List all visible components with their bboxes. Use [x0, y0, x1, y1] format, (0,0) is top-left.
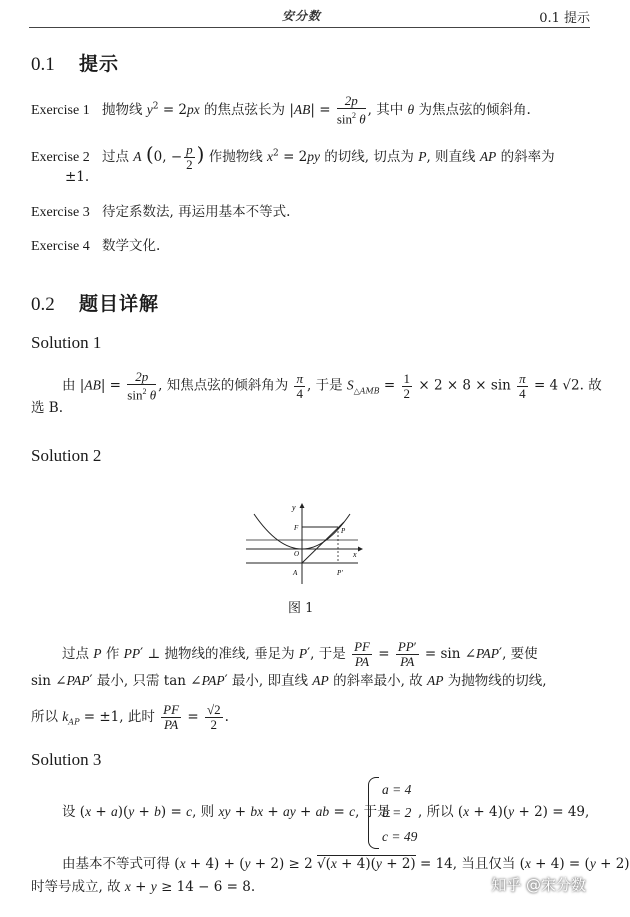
header-rule — [29, 27, 590, 28]
section-title: 提示 — [79, 53, 120, 75]
label-x: x — [353, 550, 357, 559]
solution-3-line-1-suffix: , 所以 (x + 4)(y + 2) = 49, — [418, 804, 590, 820]
running-title: 0.1 提示 — [539, 11, 590, 26]
label-a: A — [293, 569, 298, 577]
solution-1-title: Solution 1 — [31, 333, 102, 352]
parabola-figure — [240, 500, 370, 590]
label-p-prime: P′ — [337, 569, 343, 577]
solution-3-title: Solution 3 — [31, 750, 102, 769]
solution-3-line-2: 由基本不等式可得 (x + 4) + (y + 2) ≥ 2 √(x + 4)(y + 2) = 14, 当且仅当 (x + 4) = (y + 2) — [62, 856, 630, 872]
solution-2-line-1: 过点 P 作 PP′ ⊥ 抛物线的准线, 垂足为 P′, 于是 $\frac{PF}{PA}$ = $\frac{PP'}{PA}$ = sin ∠PAP′, 要使 — [62, 639, 538, 669]
exercise-2-cont: ±1. — [65, 169, 90, 185]
solution-2-title: Solution 2 — [31, 446, 102, 465]
exercise-text: 待定系数法, 再运用基本不等式. — [102, 204, 291, 220]
exercise-4 — [31, 237, 160, 256]
section-title: 题目详解 — [79, 293, 160, 315]
y-axis-arrow — [300, 503, 305, 508]
exercise-2: Exercise 2 过点 A (0, − $\frac{p}{2}$ ) 作抛物线 $x^2 = 2py$ 的切线, 切点为 P, 则直线 AP 的斜率为 — [31, 142, 555, 172]
system-brace — [368, 777, 379, 849]
label-focus: F — [294, 524, 299, 532]
exercise-text: 数学文化. — [102, 238, 161, 254]
x-axis-arrow — [358, 547, 363, 552]
header-logo: 安分数 — [282, 9, 322, 23]
section-number: 0.2 — [31, 294, 55, 315]
figure-caption: 图 1 — [288, 601, 314, 616]
exercise-tag: Exercise 3 — [31, 205, 90, 220]
exercise-tag: Exercise 1 — [31, 102, 90, 118]
exercise-3 — [31, 203, 290, 222]
section-number: 0.1 — [31, 54, 55, 75]
exercise-tag: Exercise 4 — [31, 239, 90, 254]
system-eq-c: c = 49 — [382, 829, 418, 844]
solution-2-line-3: 所以 $k_{AP} = \pm 1$, 此时 $\frac{PF}{PA}$ = $\frac{√2}{2}$ . — [31, 702, 229, 732]
label-p: P — [341, 527, 346, 535]
system-eq-b: b = 2 — [382, 805, 412, 820]
label-origin: O — [294, 550, 300, 558]
section-heading-hints — [31, 49, 119, 76]
section-heading-solutions — [31, 289, 159, 316]
solution-3-line-1-prefix: 设 (x + a)(y + b) = c, 则 xy + bx + ay + ab = c, 于是 — [62, 804, 391, 820]
exercise-tag: Exercise 2 — [31, 150, 90, 165]
exercise-1: Exercise 1 抛物线 $y^2 = 2px$ 的焦点弦长为 |AB| = $\frac{2p}{\sin^2 \theta}$ , 其中 θ 为焦点弦的倾斜角. — [31, 93, 531, 127]
solution-2-line-2: sin ∠PAP′ 最小, 只需 tan ∠PAP′ 最小, 即直线 AP 的斜率最小, 故 AP 为抛物线的切线, — [31, 673, 547, 689]
solution-1-line-1: 由 |AB| = $\frac{2p}{\sin^2 \theta}$ , 知焦点弦的倾斜角为 $\frac{\pi}{4}$ , 于是 $S_{\triangle AMB}$ = $\frac{1}{2}$ × 2 × 8 × sin $\frac{\pi}{4}$ = 4 √2. 故 — [62, 369, 602, 403]
watermark: 知乎 @宋分数 — [491, 876, 586, 894]
solution-1-line-2: 选 B. — [31, 400, 64, 416]
solution-3-line-3: 时等号成立, 故 x + y ≥ 14 − 6 = 8. — [31, 879, 256, 895]
system-eq-a: a = 4 — [382, 782, 412, 797]
label-y: y — [292, 503, 296, 512]
